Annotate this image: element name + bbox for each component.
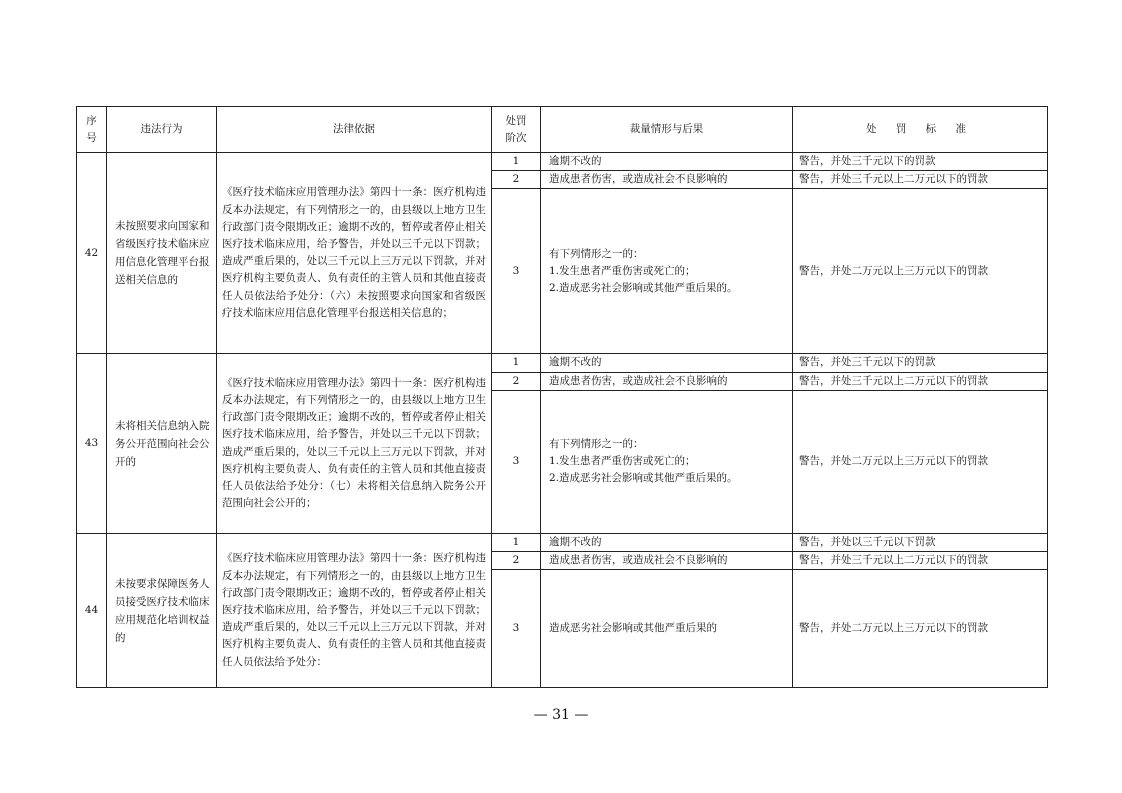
legal-basis: 《医疗技术临床应用管理办法》第四十一条：医疗机构违反本办法规定，有下列情形之一的，由县级以上地方卫生行政部门责令限期改正；逾期不改的，暂停或者停止相关医疗技术临床应用，给予警告，并处以三千元以下罚款；造成严重后果的，处以三千元以上三万元以下罚款，并对医疗机构主要负责人、负有责任的主管人员和其他直接责任人员依法给予处分：（七）未将相关信息纳入院务公开范围向社会公开的； <box>217 354 492 533</box>
row-number: 42 <box>77 153 107 354</box>
legal-basis: 《医疗技术临床应用管理办法》第四十一条：医疗机构违反本办法规定，有下列情形之一的，由县级以上地方卫生行政部门责令限期改正；逾期不改的，暂停或者停止相关医疗技术临床应用，给予警告，并处以三千元以下罚款；造成严重后果的，处以三千元以上三万元以下罚款，并对医疗机构主要负责人、负有责任的主管人员和其他直接责任人员依法给予处分：（六）未按照要求向国家和省级医疗技术临床应用信息化管理平台报送相关信息的； <box>217 153 492 354</box>
header-level: 处罚阶次 <box>492 107 541 153</box>
violation-behavior: 未将相关信息纳入院务公开范围向社会公开的 <box>107 354 217 533</box>
header-standard: 处 罚 标 准 <box>793 107 1048 153</box>
penalty-level: 3 <box>492 390 541 533</box>
penalty-standard: 警告，并处三千元以下的罚款 <box>793 153 1048 171</box>
header-no: 序号 <box>77 107 107 153</box>
penalty-standard: 警告，并处三千元以下的罚款 <box>793 354 1048 372</box>
header-row <box>77 107 1048 153</box>
penalty-standard: 警告，并处三千元以上二万元以下的罚款 <box>793 372 1048 390</box>
penalty-level: 3 <box>492 189 541 354</box>
table-row <box>77 533 1048 551</box>
legal-basis: 《医疗技术临床应用管理办法》第四十一条：医疗机构违反本办法规定，有下列情形之一的，由县级以上地方卫生行政部门责令限期改正；逾期不改的，暂停或者停止相关医疗技术临床应用，给予警告，并处以三千元以下罚款；造成严重后果的，处以三千元以上三万元以下罚款，并对医疗机构主要负责人、负有责任的主管人员和其他直接责任人员依法给予处分： <box>217 533 492 687</box>
header-condition: 裁量情形与后果 <box>541 107 793 153</box>
penalty-level: 1 <box>492 354 541 372</box>
penalty-standard: 警告，并处二万元以上三万元以下的罚款 <box>793 390 1048 533</box>
penalty-standard: 警告，并处二万元以上三万元以下的罚款 <box>793 570 1048 688</box>
discretion-condition: 造成恶劣社会影响或其他严重后果的 <box>541 570 793 688</box>
discretion-condition: 有下列情形之一的： 1.发生患者严重伤害或死亡的； 2.造成恶劣社会影响或其他严重后果的。 <box>541 189 793 354</box>
discretion-condition: 逾期不改的 <box>541 533 793 551</box>
penalty-table <box>76 106 1048 688</box>
penalty-standard: 警告，并处三千元以上二万元以下的罚款 <box>793 552 1048 570</box>
penalty-standard: 警告，并处三千元以上二万元以下的罚款 <box>793 171 1048 189</box>
violation-behavior: 未按照要求向国家和省级医疗技术临床应用信息化管理平台报送相关信息的 <box>107 153 217 354</box>
penalty-level: 2 <box>492 552 541 570</box>
penalty-standard: 警告，并处以三千元以下罚款 <box>793 533 1048 551</box>
row-number: 43 <box>77 354 107 533</box>
discretion-condition: 造成患者伤害，或造成社会不良影响的 <box>541 372 793 390</box>
page-number: — 31 — <box>533 707 589 723</box>
table-row <box>77 153 1048 171</box>
table-row <box>77 354 1048 372</box>
penalty-standard: 警告，并处二万元以上三万元以下的罚款 <box>793 189 1048 354</box>
header-law: 法律依据 <box>217 107 492 153</box>
penalty-level: 1 <box>492 533 541 551</box>
discretion-condition: 造成患者伤害，或造成社会不良影响的 <box>541 171 793 189</box>
discretion-condition: 逾期不改的 <box>541 354 793 372</box>
row-number: 44 <box>77 533 107 687</box>
penalty-level: 3 <box>492 570 541 688</box>
discretion-condition: 造成患者伤害，或造成社会不良影响的 <box>541 552 793 570</box>
discretion-condition: 有下列情形之一的： 1.发生患者严重伤害或死亡的； 2.造成恶劣社会影响或其他严重后果的。 <box>541 390 793 533</box>
penalty-level: 2 <box>492 171 541 189</box>
header-behavior: 违法行为 <box>107 107 217 153</box>
discretion-condition: 逾期不改的 <box>541 153 793 171</box>
penalty-level: 2 <box>492 372 541 390</box>
penalty-level: 1 <box>492 153 541 171</box>
violation-behavior: 未按要求保障医务人员接受医疗技术临床应用规范化培训权益的 <box>107 533 217 687</box>
